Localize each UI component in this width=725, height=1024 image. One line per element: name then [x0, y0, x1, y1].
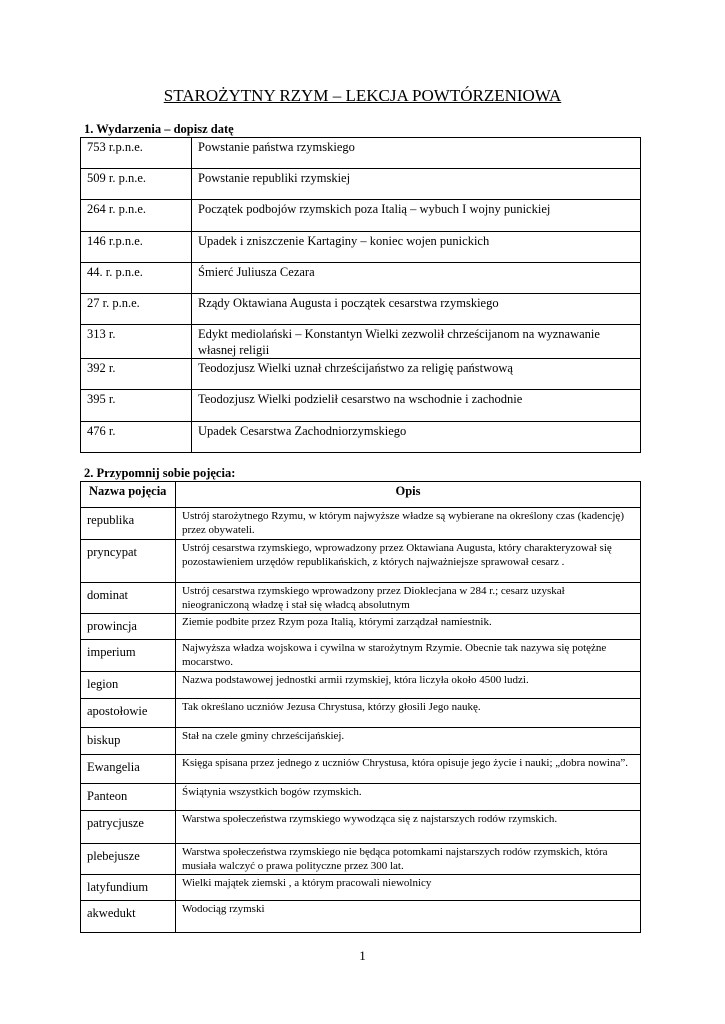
term-description: Ustrój starożytnego Rzymu, w którym najwyższe władze są wybierane na określony czas (kadencję) przez obywateli. — [176, 508, 641, 540]
event-description: Teodozjusz Wielki podzielił cesarstwo na wschodnie i zachodnie — [192, 390, 641, 421]
table-row — [81, 200, 641, 231]
table-row — [81, 875, 641, 901]
event-description: Teodozjusz Wielki uznał chrześcijaństwo za religię państwową — [192, 359, 641, 390]
column-header-name: Nazwa pojęcia — [81, 482, 176, 508]
table-row — [81, 508, 641, 540]
event-date: 44. r. p.n.e. — [81, 262, 192, 293]
table-row — [81, 169, 641, 200]
table-row — [81, 755, 641, 784]
term-description: Tak określano uczniów Jezusa Chrystusa, którzy głosili Jego naukę. — [176, 699, 641, 728]
term-name: legion — [81, 672, 176, 699]
term-name: Panteon — [81, 784, 176, 811]
table-row — [81, 293, 641, 324]
table-row — [81, 672, 641, 699]
event-description: Edykt mediolański – Konstantyn Wielki zezwolił chrześcijanom na wyznawanie własnej religii — [192, 325, 641, 359]
page-number: 1 — [359, 948, 366, 963]
term-description: Księga spisana przez jednego z uczniów Chrystusa, która opisuje jego życie i nauki; „dobra nowina”. — [176, 755, 641, 784]
table-header-row — [81, 482, 641, 508]
table-row — [81, 811, 641, 844]
event-description: Śmierć Juliusza Cezara — [192, 262, 641, 293]
term-description: Stał na czele gminy chrześcijańskiej. — [176, 728, 641, 755]
term-name: akwedukt — [81, 901, 176, 933]
table-row — [81, 138, 641, 169]
event-date: 313 r. — [81, 325, 192, 359]
term-name: dominat — [81, 583, 176, 614]
term-name: plebejusze — [81, 844, 176, 875]
event-date: 476 r. — [81, 421, 192, 452]
table-row — [81, 262, 641, 293]
event-date: 264 r. p.n.e. — [81, 200, 192, 231]
term-name: biskup — [81, 728, 176, 755]
table-row — [81, 231, 641, 262]
page-title: STAROŻYTNY RZYM – LEKCJA POWTÓRZENIOWA — [163, 86, 562, 105]
table-row — [81, 614, 641, 640]
table-row — [81, 901, 641, 933]
term-name: patrycjusze — [81, 811, 176, 844]
term-description: Wielki majątek ziemski , a którym pracowali niewolnicy — [176, 875, 641, 901]
table-row — [81, 784, 641, 811]
table-row — [81, 421, 641, 452]
event-description: Powstanie państwa rzymskiego — [192, 138, 641, 169]
table-row — [81, 844, 641, 875]
section1-heading: 1. Wydarzenia – dopisz datę — [84, 122, 234, 136]
event-date: 395 r. — [81, 390, 192, 421]
event-description: Powstanie republiki rzymskiej — [192, 169, 641, 200]
term-description: Wodociąg rzymski — [176, 901, 641, 933]
term-name: latyfundium — [81, 875, 176, 901]
term-description: Ustrój cesarstwa rzymskiego wprowadzony przez Dioklecjana w 284 r.; cesarz uzyskał nieograniczoną władzę i stał się władcą absolutnym — [176, 583, 641, 614]
term-description: Ziemie podbite przez Rzym poza Italią, którymi zarządzał namiestnik. — [176, 614, 641, 640]
event-description: Początek podbojów rzymskich poza Italią – wybuch I wojny punickiej — [192, 200, 641, 231]
event-date: 27 r. p.n.e. — [81, 293, 192, 324]
section2-heading: 2. Przypomnij sobie pojęcia: — [84, 466, 236, 480]
table-row — [81, 325, 641, 359]
event-date: 753 r.p.n.e. — [81, 138, 192, 169]
table-row — [81, 390, 641, 421]
events-table — [80, 137, 641, 453]
term-description: Nazwa podstawowej jednostki armii rzymskiej, która liczyła około 4500 ludzi. — [176, 672, 641, 699]
event-date: 509 r. p.n.e. — [81, 169, 192, 200]
term-name: Ewangelia — [81, 755, 176, 784]
terms-table — [80, 481, 641, 933]
term-name: republika — [81, 508, 176, 540]
event-description: Upadek i zniszczenie Kartaginy – koniec wojen punickich — [192, 231, 641, 262]
table-row — [81, 359, 641, 390]
term-description: Najwyższa władza wojskowa i cywilna w starożytnym Rzymie. Obecnie tak nazywa się potężne mocarstwo. — [176, 640, 641, 672]
event-description: Rządy Oktawiana Augusta i początek cesarstwa rzymskiego — [192, 293, 641, 324]
table-row — [81, 699, 641, 728]
table-row — [81, 640, 641, 672]
term-description: Warstwa społeczeństwa rzymskiego nie będąca potomkami najstarszych rodów rzymskich, która musiała walczyć o prawa polityczne przez 300 lat. — [176, 844, 641, 875]
event-date: 392 r. — [81, 359, 192, 390]
term-description: Świątynia wszystkich bogów rzymskich. — [176, 784, 641, 811]
table-row — [81, 728, 641, 755]
event-date: 146 r.p.n.e. — [81, 231, 192, 262]
table-row — [81, 540, 641, 583]
event-description: Upadek Cesarstwa Zachodniorzymskiego — [192, 421, 641, 452]
table-row — [81, 583, 641, 614]
term-name: prowincja — [81, 614, 176, 640]
term-description: Warstwa społeczeństwa rzymskiego wywodząca się z najstarszych rodów rzymskich. — [176, 811, 641, 844]
column-header-desc: Opis — [176, 482, 641, 508]
term-name: apostołowie — [81, 699, 176, 728]
term-name: pryncypat — [81, 540, 176, 583]
term-description: Ustrój cesarstwa rzymskiego, wprowadzony przez Oktawiana Augusta, który charakteryzował się pozostawieniem urzędów republikańskich, z których najważniejsze sprawował cesarz . — [176, 540, 641, 583]
term-name: imperium — [81, 640, 176, 672]
